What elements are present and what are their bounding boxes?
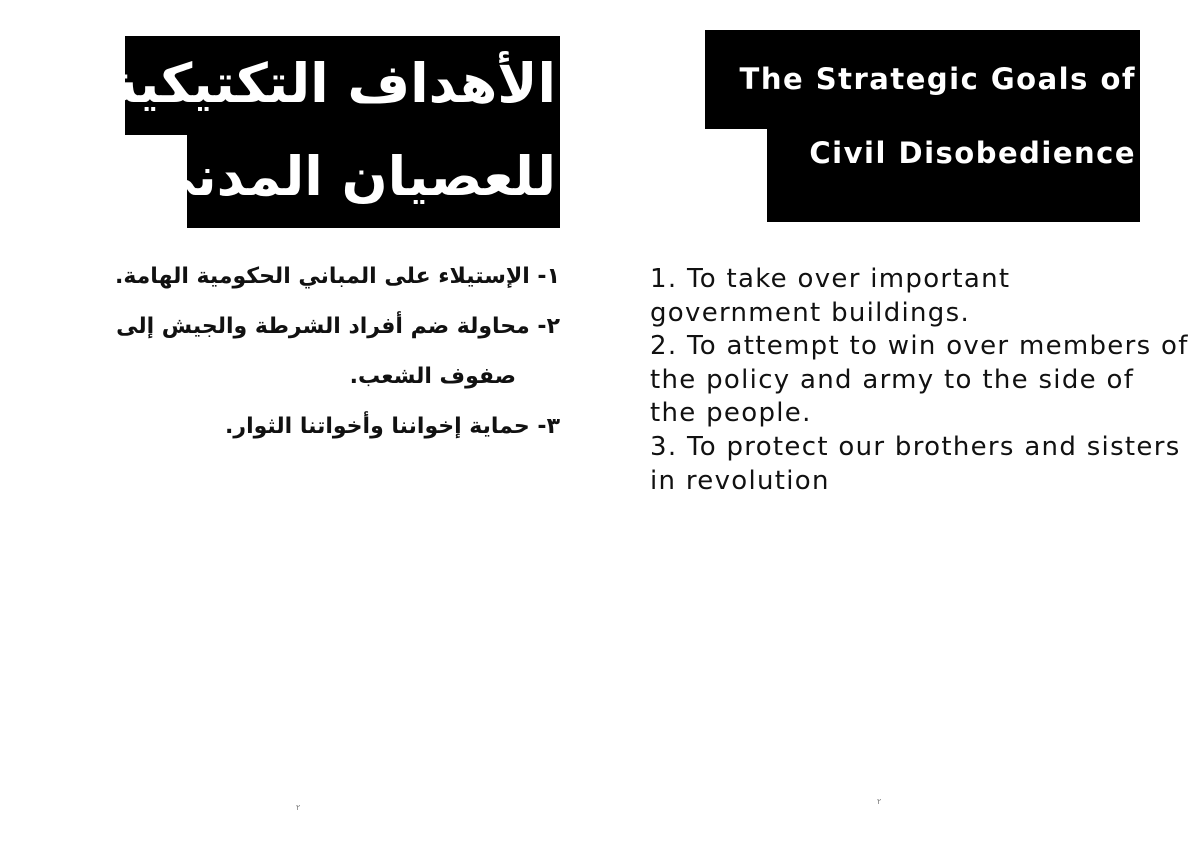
english-goal-3: 3. To protect our brothers and sisters in revolution (650, 431, 1181, 496)
arabic-goal-2-continuation: صفوف الشعب. (349, 364, 516, 389)
english-title-line-2: Civil Disobedience (767, 127, 1140, 222)
arabic-goal-3: ٣- حماية إخواننا وأخواتنا الثوار. (225, 414, 560, 439)
page-number-right: ٢ (877, 797, 882, 806)
english-page (595, 0, 1190, 842)
arabic-title-line-1: الأهداف التكتيكية (125, 36, 560, 135)
arabic-goal-2: ٢- محاولة ضم أفراد الشرطة والجيش إلى (116, 314, 560, 339)
page-number-left: ٢ (296, 803, 301, 812)
arabic-title-line-2: للعصيان المدني (187, 133, 560, 228)
english-goal-2: 2. To attempt to win over members of the policy and army to the side of the people. (650, 331, 1189, 429)
arabic-goal-1: ١- الإستيلاء على المباني الحكومية الهامة. (114, 264, 560, 289)
english-goal-1: 1. To take over important government buildings. (650, 264, 1011, 328)
english-goals-list (650, 263, 1190, 498)
arabic-goals-list (40, 252, 560, 452)
english-title-line-1: The Strategic Goals of (705, 30, 1140, 129)
